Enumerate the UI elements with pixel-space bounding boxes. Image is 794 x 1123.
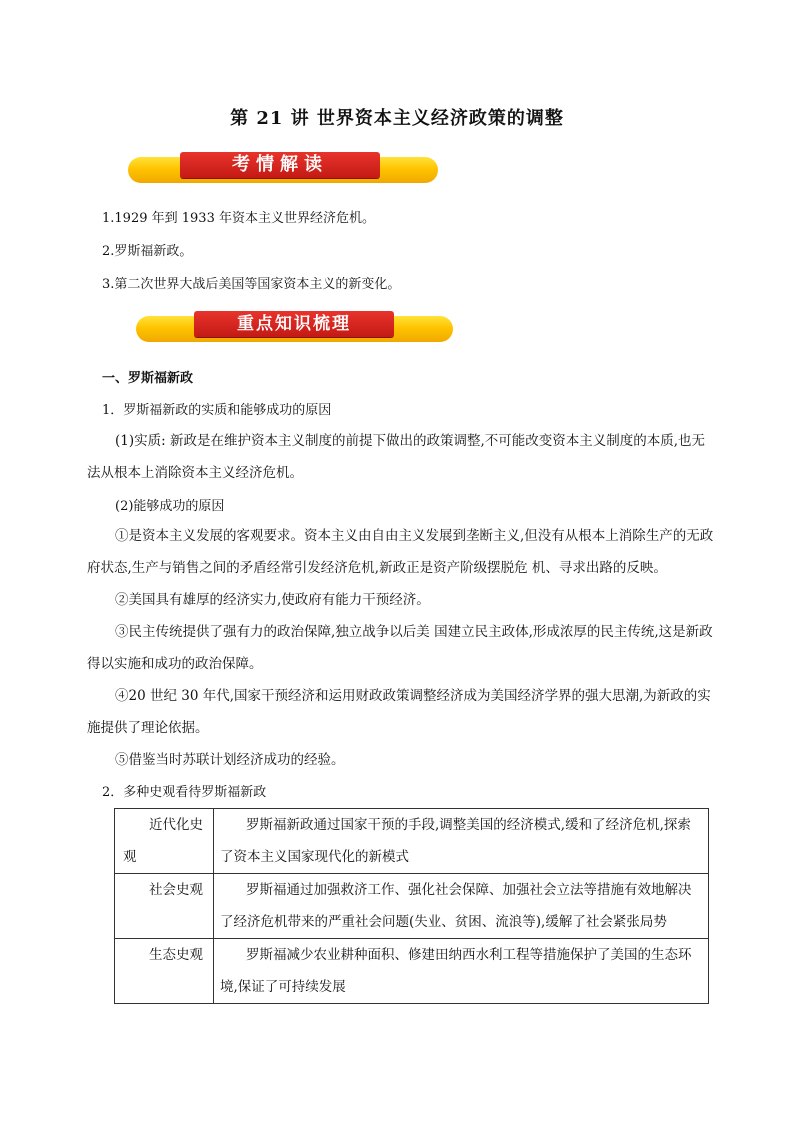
exam-analysis-banner — [128, 152, 438, 186]
reason-4: ④20 世纪 30 年代,国家干预经济和运用财政政策调整经济成为美国经济学界的强大思潮,为新政的实施提供了理论依据。 — [87, 688, 711, 736]
page-title: 第 21 讲 世界资本主义经济政策的调整 — [230, 108, 564, 129]
reasons-title: (2)能够成功的原因 — [115, 499, 225, 514]
banner-label: 重点知识梳理 — [194, 311, 394, 337]
subheading-essence-reasons: 1．罗斯福新政的实质和能够成功的原因 — [102, 403, 332, 418]
view-name: 近代化史观 — [115, 809, 214, 874]
reason-3: ③民主传统提供了强有力的政治保障,独立战争以后美 国建立民主政体,形成浓厚的民主传统,这是新政得以实施和成功的政治保障。 — [87, 624, 713, 672]
reason-1: ①是资本主义发展的客观要求。资本主义由自由主义发展到垄断主义,但没有从根本上消除生产的无政府状态,生产与销售之间的矛盾经常引发经济危机,新政正是资产阶级摆脱危 机、寻求出路的反映。 — [87, 528, 714, 576]
key-knowledge-banner — [136, 311, 453, 345]
view-description: 罗斯福减少农业耕种面积、修建田纳西水利工程等措施保护了美国的生态环境,保证了可持续发展 — [214, 939, 709, 1004]
view-description: 罗斯福通过加强救济工作、强化社会保障、加强社会立法等措施有效地解决了经济危机带来的严重社会问题(失业、贫困、流浪等),缓解了社会紧张局势 — [214, 874, 709, 939]
reason-5: ⑤借鉴当时苏联计划经济成功的经验。 — [115, 752, 345, 768]
historical-views-table — [114, 808, 709, 1004]
reason-2: ②美国具有雄厚的经济实力,使政府有能力干预经济。 — [115, 592, 430, 608]
view-name: 社会史观 — [115, 874, 214, 939]
section-heading: 一、罗斯福新政 — [102, 371, 194, 386]
subheading-views: 2．多种史观看待罗斯福新政 — [102, 785, 267, 800]
view-name: 生态史观 — [115, 939, 214, 1004]
essence-paragraph: (1)实质: 新政是在维护资本主义制度的前提下做出的政策调整,不可能改变资本主义制度的本质,也无法从根本上消除资本主义经济危机。 — [87, 433, 706, 481]
exam-point-2: 2.罗斯福新政。 — [102, 244, 193, 259]
exam-point-1: 1.1929 年到 1933 年资本主义世界经济危机。 — [102, 211, 375, 226]
view-description: 罗斯福新政通过国家干预的手段,调整美国的经济模式,缓和了经济危机,探索了资本主义国家现代化的新模式 — [214, 809, 709, 874]
banner-label: 考情解读 — [180, 152, 380, 178]
exam-point-3: 3.第二次世界大战后美国等国家资本主义的新变化。 — [102, 277, 401, 292]
table-row — [115, 874, 709, 939]
table-row — [115, 809, 709, 874]
table-row — [115, 939, 709, 1004]
